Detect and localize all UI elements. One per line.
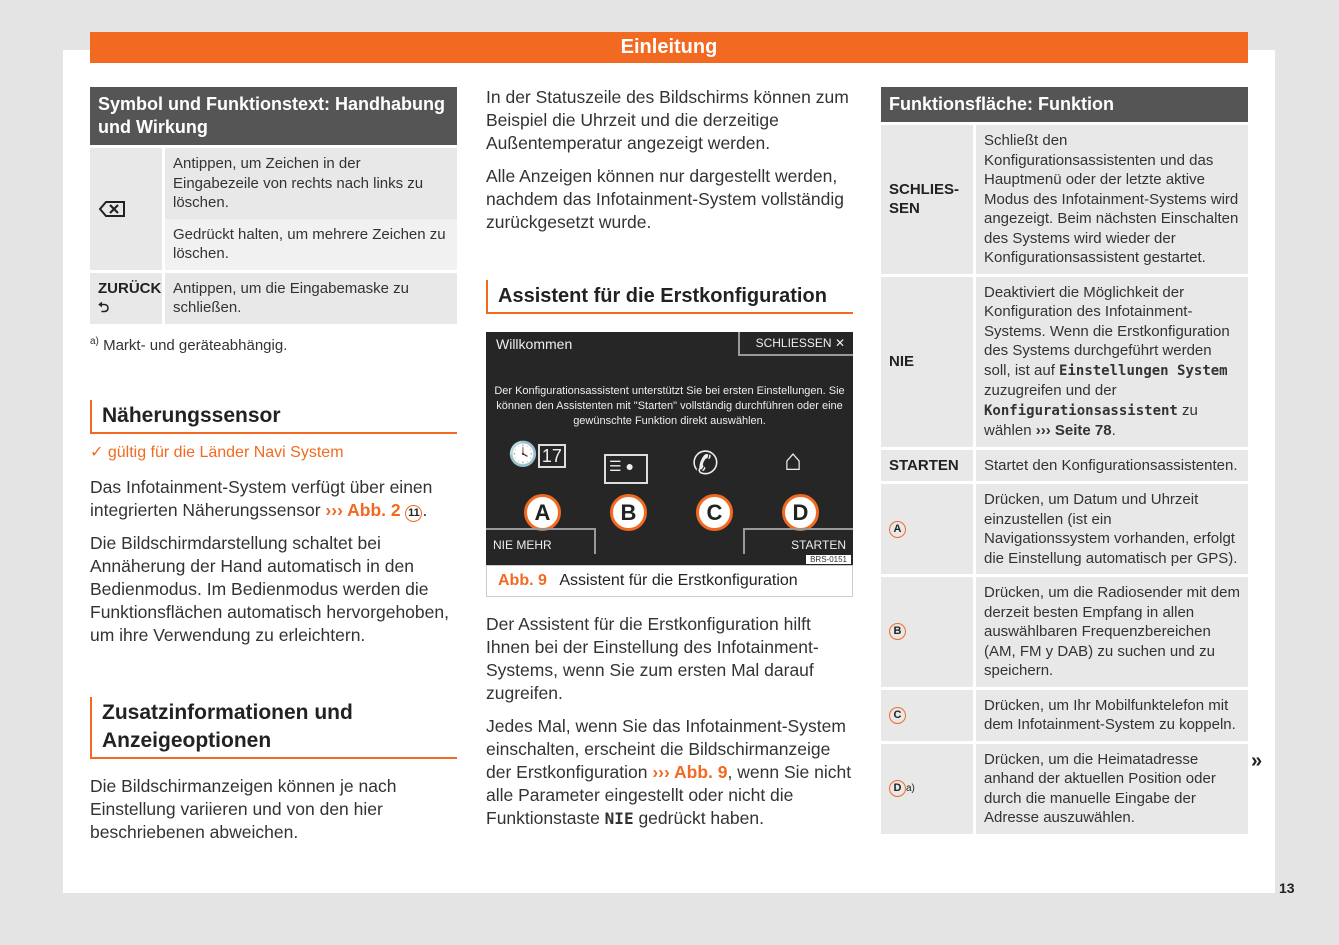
screen-message: Der Konfigurationsassistent unterstützt Sie bei ersten Einstellungen. Sie können den Assistenten mit "Starten" vollständig durchführen oder eine gewünschte Funktion direkt auswählen. [494,385,845,427]
paragraph: Die Bildschirmanzeigen können je nach Einstellung variieren und von den hier beschriebenen abweichen. [90,775,397,842]
figure-screen [486,332,853,565]
option-a-button[interactable]: A [524,494,561,531]
calendar-clock-icon: 🕓 17 [508,440,566,469]
table-row [90,148,457,270]
table-row [90,273,457,324]
screen-title: Willkommen [496,336,573,352]
back-arrow-icon: ⮌ [98,298,110,315]
table-row: STARTEN Startet den Konfigurationsassistenten. [881,450,1248,482]
table-label: ZURÜCK [98,279,162,297]
continue-marker: » [1251,750,1263,772]
close-button[interactable]: SCHLIESSEN ✕ [738,332,853,356]
middle-column [486,86,853,314]
paragraph: Der Assistent für die Erstkonfiguration hilft Ihnen bei der Einstellung des Infotainment-Systems, wenn Sie zum ersten Mal darauf zugreifen. [486,614,819,703]
table-cell: Antippen, um die Eingabemaske zu schließen. [165,273,457,324]
paragraph: Die Bildschirmdarstellung schaltet bei Annäherung der Hand automatisch in den Bedienmodus. Im Bedienmodus werden die Funktionsflächen automatisch hervorgehoben, um ihre Verwendung zu erleichtern. [90,532,449,645]
section-title: Zusatzinformationen und Anzeigeoptionen [90,697,457,759]
table-cell: Gedrückt halten, um mehrere Zeichen zu löschen. [165,219,457,270]
home-icon: ⌂ [784,444,803,477]
table-row: C Drücken, um Ihr Mobilfunktelefon mit dem Infotainment-System zu koppeln. [881,690,1248,741]
table-row: A Drücken, um Datum und Uhrzeit einzustellen (ist ein Navigationssystem vorhanden, erfolgt die Einstellung automatisch per GPS). [881,484,1248,574]
figure-link[interactable]: ››› Abb. 2 [325,499,401,520]
option-c-button[interactable]: C [696,494,733,531]
start-button[interactable]: STARTEN [743,528,853,554]
figure-code: BRS-0151 [806,555,851,564]
option-b-button[interactable]: B [610,494,647,531]
paragraph: Jedes Mal, wenn Sie das Infotainment-System einschalten, erscheint die Bildschirmanzeige der Erstkonfiguration ››› Abb. 9, wenn Sie nicht alle Parameter eingestellt oder nicht die Funktionstaste NIE gedrückt haben. [486,716,852,828]
figure-caption: Abb. 9 Assistent für die Erstkonfiguration [486,565,853,597]
table-row: SCHLIES-SEN Schließt den Konfigurationsassistenten und das Hauptmenü oder der letzte aktive Modus des Infotainment-Systems wird angezeigt. Beim nächsten Einschalten des Systems wird wieder der Konfigurationsassistent gestartet. [881,125,1248,274]
table-row: NIE Deaktiviert die Möglichkeit der Konfiguration des Infotainment-Systems. Wenn die Erstkonfiguration des Systems durchgeführt werden soll, ist auf Einstellungen System zuzugreifen und der Konfigurationsassistent zu wählen ››› Seite 78. [881,277,1248,447]
symbol-table-header: Symbol und Funktionstext: Handhabung und Wirkung [90,87,457,145]
paragraph: Das Infotainment-System verfügt über einen integrierten Näherungssensor ››› Abb. 2 11 . [90,476,433,520]
page-link[interactable]: ››› Seite 78 [1035,422,1112,439]
left-column [90,87,457,854]
chapter-header: Einleitung [90,32,1248,63]
paragraph: In der Statuszeile des Bildschirms können zum Beispiel die Uhrzeit und die derzeitige Außentemperatur angezeigt werden. [486,87,849,153]
figure-link[interactable]: ››› Abb. 9 [652,762,728,782]
close-icon: ✕ [834,336,845,350]
backspace-icon [90,148,162,270]
radio-icon: ☰ ● [604,454,648,484]
section-title: Näherungssensor [90,400,457,434]
paragraph: Alle Anzeigen können nur dargestellt werden, nachdem das Infotainment-System vollständig zurückgesetzt wurde. [486,166,844,232]
phone-icon: ✆ [692,445,719,481]
validity-note: ✓ gültig für die Länder Navi System [90,443,344,461]
footnote: $^{a)}$ Markt- und geräteabhängig. [90,335,288,354]
middle-column-lower [486,613,853,840]
section-title: Assistent für die Erstkonfiguration [486,280,853,314]
table-row: D a) Drücken, um die Heimatadresse anhand der aktuellen Position oder durch die manuelle Eingabe der Adresse auszuwählen. [881,744,1248,834]
option-d-button[interactable]: D [782,494,819,531]
never-button[interactable]: NIE MEHR [486,528,596,554]
page-number: 13 [1279,880,1295,896]
table-cell: Antippen, um Zeichen in der Eingabezeile von rechts nach links zu löschen. [165,148,457,219]
function-table [881,87,1248,834]
table-row: B Drücken, um die Radiosender mit dem derzeit besten Empfang in allen auswählbaren Frequenzbereichen (AM, FM y DAB) zu suchen und zu speichern. [881,577,1248,687]
function-table-header: Funktionsfläche: Funktion [881,87,1248,122]
